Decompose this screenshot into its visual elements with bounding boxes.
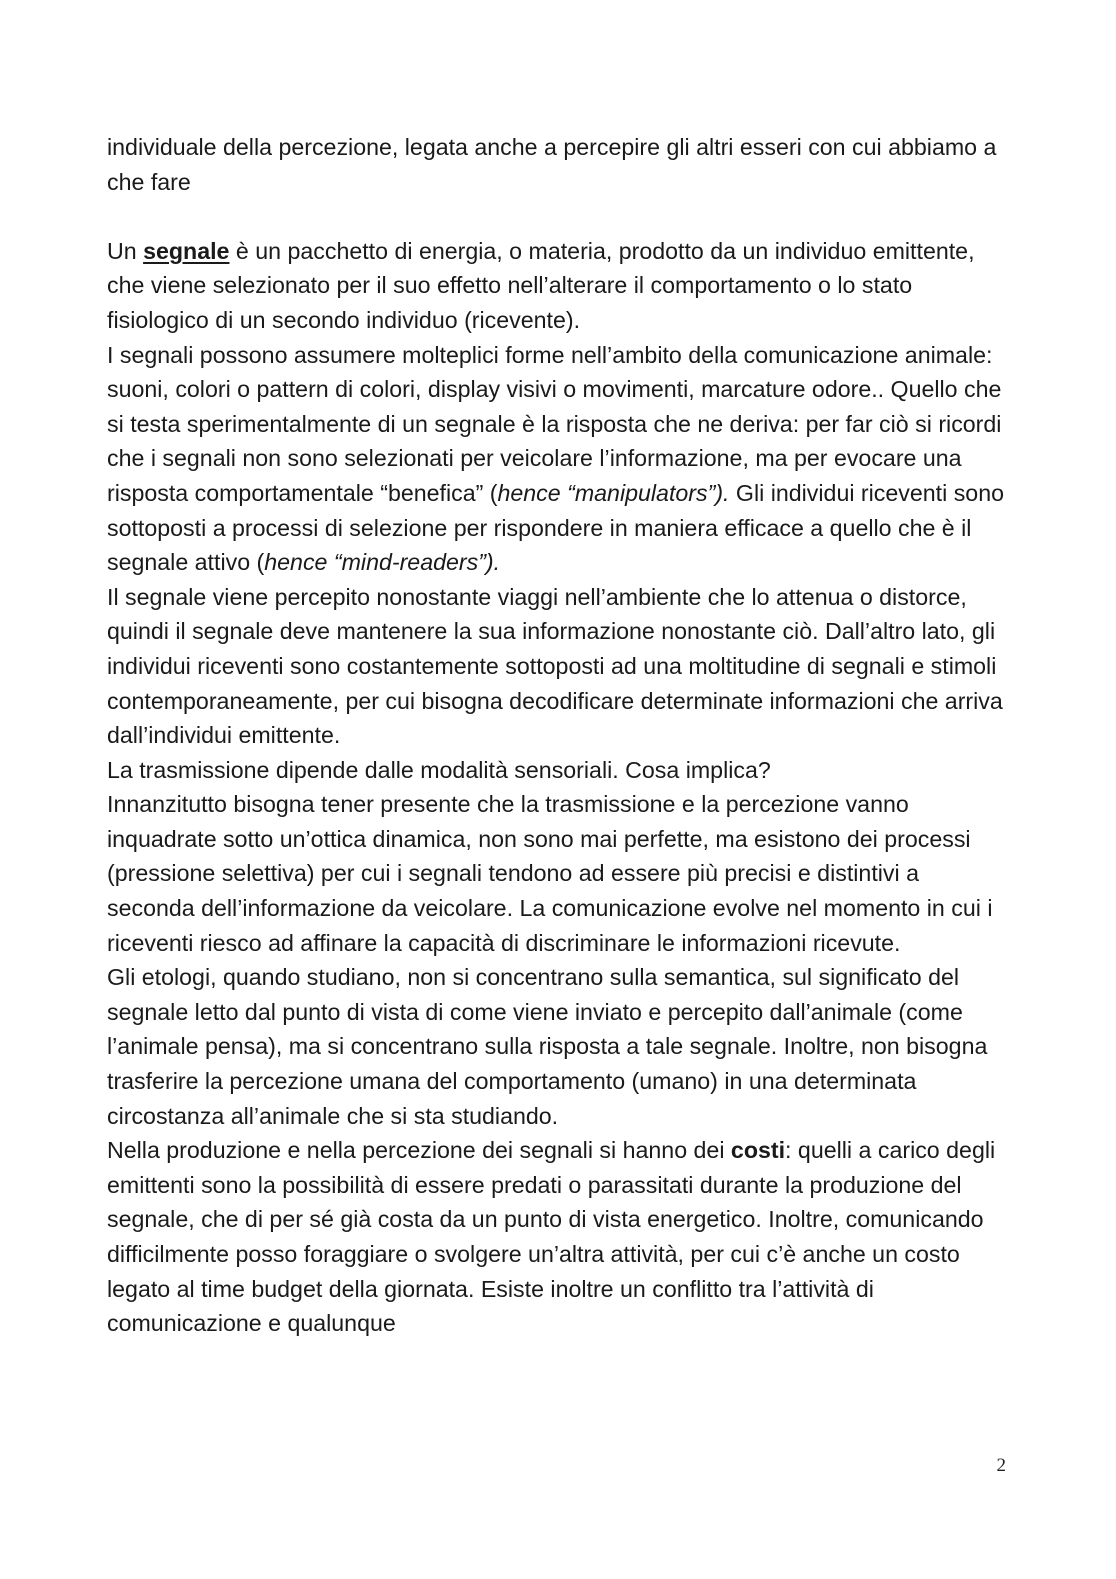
italic-run: hence “mind-readers”). xyxy=(264,549,501,576)
text-run: I segnali possono assumere molteplici forme nell’ambito della comunicazione animale: suoni, colori o pattern di colori, display visivi o movimenti, marcature odore.. Quello che si testa sperimentalmente di un segnale è la risposta che ne deriva: per far ciò si ricordi che i segnali non sono selezionati per veicolare l’informazione, ma per evocare una risposta comportamentale “benefica” ( xyxy=(107,341,1002,506)
paragraph: Gli etologi, quando studiano, non si concentrano sulla semantica, sul significato del segnale letto dal punto di vista di come viene inviato e percepito dall’animale (come l’animale pensa), ma si concentrano sulla risposta a tale segnale. Inoltre, non bisogna trasferire la percezione umana del comportamento (umano) in una determinata circostanza all’animale che si sta studiando. xyxy=(107,964,988,1129)
paragraph xyxy=(107,1133,1007,1341)
paragraph: individuale della percezione, legata anche a percepire gli altri esseri con cui abbiamo a che fare xyxy=(107,134,997,195)
paragraph: Innanzitutto bisogna tener presente che la trasmissione e la percezione vanno inquadrate sotto un’ottica dinamica, non sono mai perfette, ma esistono dei processi (pressione selettiva) per cui i segnali tendono ad essere più precisi e distintivi a seconda dell’informazione da veicolare. La comunicazione evolve nel momento in cui i riceventi riesco ad affinare la capacità di discriminare le informazioni ricevute. xyxy=(107,791,993,956)
paragraph: Il segnale viene percepito nonostante viaggi nell’ambiente che lo attenua o distorce, quindi il segnale deve mantenere la sua informazione nonostante ciò. Dall’altro lato, gli individui riceventi sono costantemente sottoposti ad una moltitudine di segnali e stimoli contemporaneamente, per cui bisogna decodificare determinate informazioni che arriva dall’individui emittente. xyxy=(107,583,1003,749)
term-segnale: segnale xyxy=(143,237,230,264)
text-run: Un xyxy=(107,237,144,264)
paragraph: La trasmissione dipende dalle modalità sensoriali. Cosa implica? xyxy=(107,756,771,783)
paragraph xyxy=(107,338,1007,580)
text-run: Nella produzione e nella percezione dei segnali si hanno dei xyxy=(107,1137,731,1164)
page-number: 2 xyxy=(996,1455,1006,1476)
term-costi: costi xyxy=(730,1137,786,1164)
page-body xyxy=(107,130,1007,1341)
text-run: : quelli a carico degli emittenti sono la possibilità di essere predati o parassitati durante la produzione del segnale, che di per sé già costa da un punto di vista energetico. Inoltre, comunicando difficilmente posso foraggiare o svolgere un’altra attività, per cui c’è anche un costo legato al time budget della giornata. Esiste inoltre un conflitto tra l’attività di comunicazione e qualunque xyxy=(107,1137,996,1337)
italic-run: hence “manipulators”). xyxy=(497,479,730,506)
paragraph-gap xyxy=(107,199,1007,234)
paragraph xyxy=(107,234,1007,338)
text-run: Gli individui riceventi sono sottoposti a processi di selezione per rispondere in maniera efficace a quello che è il segnale attivo ( xyxy=(107,479,1004,576)
text-run: è un pacchetto di energia, o materia, prodotto da un individuo emittente, che viene selezionato per il suo effetto nell’alterare il comportamento o lo stato fisiologico di un secondo individuo (ricevente). xyxy=(107,237,975,333)
